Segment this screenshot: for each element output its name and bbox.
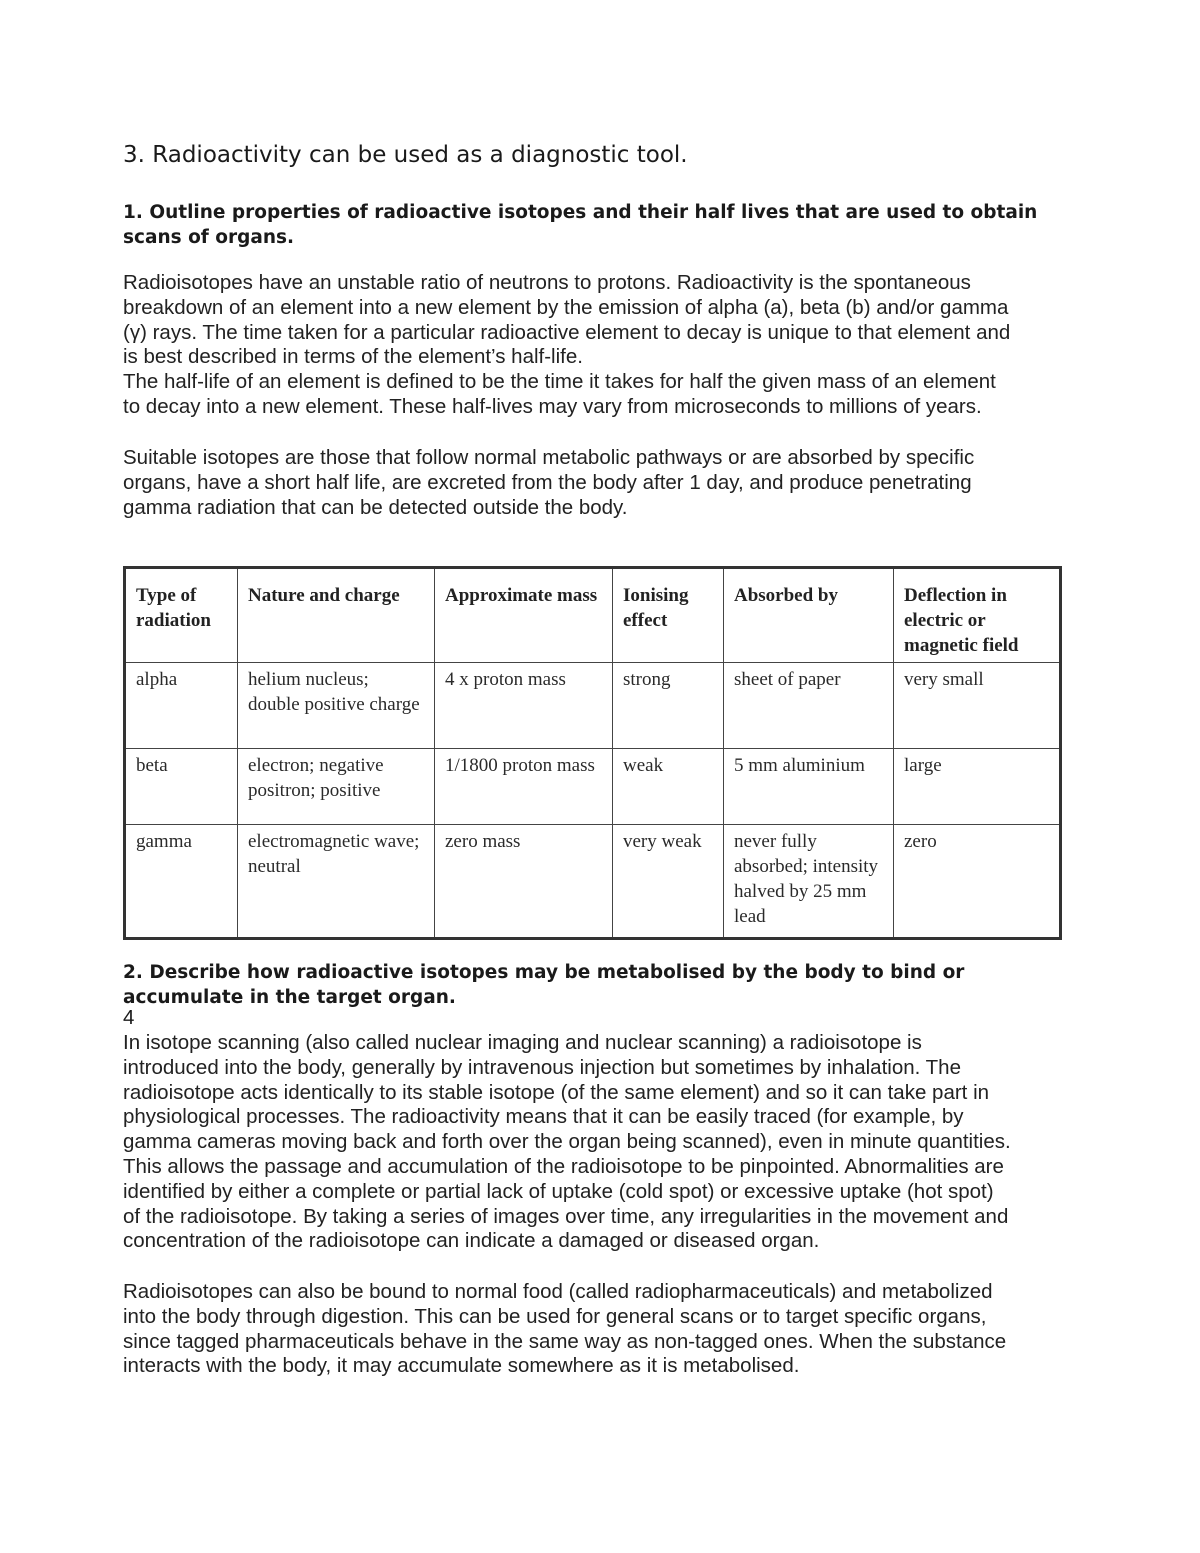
table-cell: 4 x proton mass [435, 663, 613, 749]
page-title: 3. Radioactivity can be used as a diagnostic tool. [123, 142, 688, 168]
table-cell: 1/1800 proton mass [435, 749, 613, 825]
text-line: to decay into a new element. These half-lives may vary from microseconds to millions of years. [123, 394, 982, 418]
table-cell: zero [894, 825, 1061, 939]
table-cell: weak [613, 749, 724, 825]
table-cell: very weak [613, 825, 724, 939]
section1-heading: 1. Outline properties of radioactive isotopes and their half lives that are used to obtain scans of organs. [123, 202, 1038, 248]
text-line: is best described in terms of the element’s half-life. [123, 345, 583, 369]
text-line: The half-life of an element is defined to be the time it takes for half the given mass of an element [123, 370, 996, 394]
table-cell: electromagnetic wave; neutral [238, 825, 435, 939]
text-line: Suitable isotopes are those that follow normal metabolic pathways or are absorbed by specific [123, 446, 975, 469]
table-cell: very small [894, 663, 1061, 749]
text-line: physiological processes. The radioactivity means that it can be easily traced (for example, by [123, 1105, 964, 1129]
table-cell: sheet of paper [724, 663, 894, 749]
page-number: 4 [123, 1006, 135, 1029]
radiation-properties-table [123, 566, 1059, 934]
table-cell: large [894, 749, 1061, 825]
table-row [125, 749, 1061, 825]
text-line: In isotope scanning (also called nuclear imaging and nuclear scanning) a radioisotope is [123, 1031, 922, 1054]
text-line: radioisotope acts identically to its stable isotope (of the same element) and so it can take part in [123, 1080, 990, 1104]
table-cell: electron; negative positron; positive [238, 749, 435, 825]
table-cell: never fully absorbed; intensity halved by 25 mm lead [724, 825, 894, 939]
text-line: (γ) rays. The time taken for a particular radioactive element to decay is unique to that element and [123, 320, 1011, 344]
text-line: organs, have a short half life, are excreted from the body after 1 day, and produce penetrating [123, 470, 972, 494]
text-line: into the body through digestion. This can be used for general scans or to target specific organs, [123, 1304, 987, 1328]
section2-paragraph-2 [123, 1280, 1078, 1379]
radiation-table [123, 566, 1062, 940]
table-cell: gamma [125, 825, 238, 939]
table-header-cell: Ionising effect [613, 568, 724, 663]
table-cell: helium nucleus; double positive charge [238, 663, 435, 749]
table-cell: zero mass [435, 825, 613, 939]
text-line: gamma cameras moving back and forth over the organ being scanned), even in minute quantities. [123, 1130, 1011, 1154]
table-row [125, 663, 1061, 749]
text-line: Radioisotopes have an unstable ratio of neutrons to protons. Radioactivity is the spontaneous [123, 271, 971, 294]
section1-paragraph-2 [123, 446, 1073, 520]
table-cell: strong [613, 663, 724, 749]
text-line: since tagged pharmaceuticals behave in the same way as non-tagged ones. When the substance [123, 1329, 1007, 1353]
text-line: concentration of the radioisotope can indicate a damaged or diseased organ. [123, 1229, 820, 1253]
text-line: Radioisotopes can also be bound to normal food (called radiopharmaceuticals) and metabolized [123, 1280, 993, 1303]
section1-paragraph-1 [123, 271, 1073, 420]
text-line: identified by either a complete or partial lack of uptake (cold spot) or excessive uptake (hot spot) [123, 1179, 994, 1203]
text-line: interacts with the body, it may accumulate somewhere as it is metabolised. [123, 1354, 800, 1378]
text-line: breakdown of an element into a new element by the emission of alpha (a), beta (b) and/or gamma [123, 295, 1009, 319]
text-line: introduced into the body, generally by intravenous injection but sometimes by inhalation. The [123, 1055, 961, 1079]
table-cell: beta [125, 749, 238, 825]
table-row [125, 825, 1061, 939]
table-header-cell: Nature and charge [238, 568, 435, 663]
section2-heading: 2. Describe how radioactive isotopes may be metabolised by the body to bind or accumulate in the target organ. [123, 962, 965, 1008]
table-header-row [125, 568, 1061, 663]
table-cell: alpha [125, 663, 238, 749]
text-line: of the radioisotope. By taking a series of images over time, any irregularities in the movement and [123, 1204, 1009, 1228]
section2-paragraph-1 [123, 1031, 1078, 1254]
table-header-cell: Absorbed by [724, 568, 894, 663]
text-line: gamma radiation that can be detected outside the body. [123, 495, 628, 519]
text-line: This allows the passage and accumulation of the radioisotope to be pinpointed. Abnormalities are [123, 1154, 1004, 1178]
table-cell: 5 mm aluminium [724, 749, 894, 825]
table-header-cell: Type of radiation [125, 568, 238, 663]
table-header-cell: Approximate mass [435, 568, 613, 663]
table-header-cell: Deflection in electric or magnetic field [894, 568, 1061, 663]
